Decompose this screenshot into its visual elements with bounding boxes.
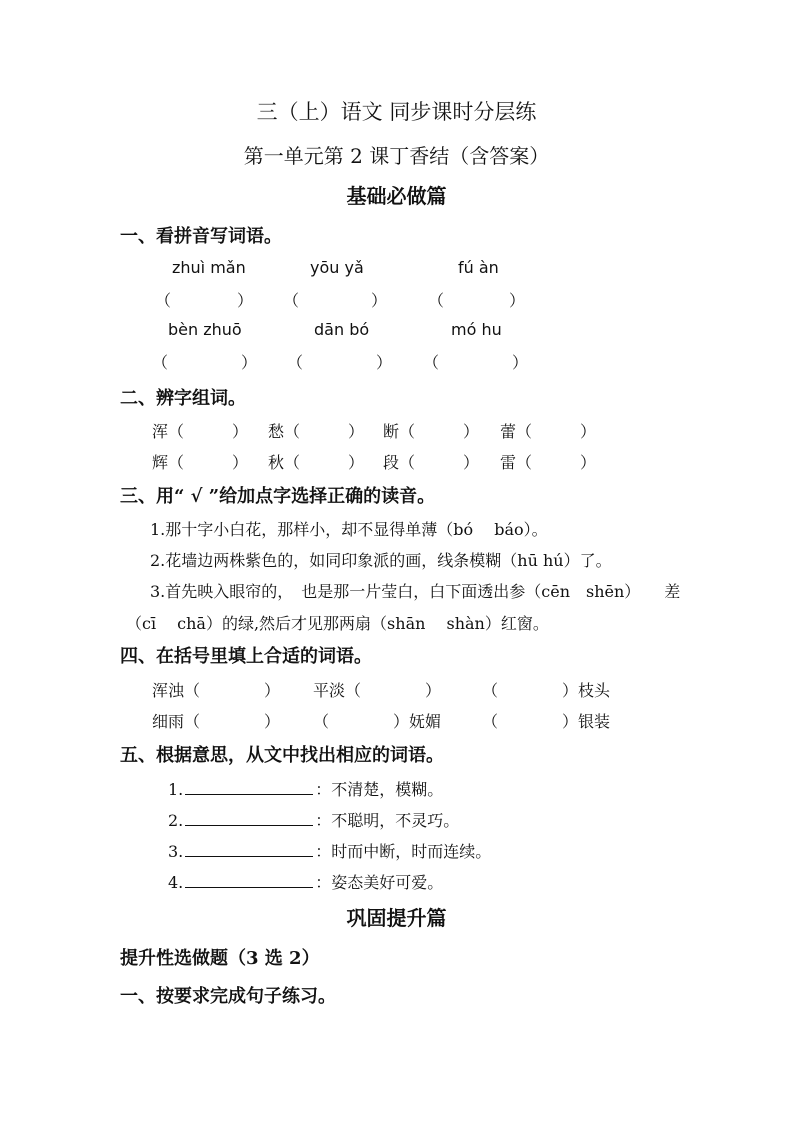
section-title-basic: 基础必做篇 xyxy=(346,184,447,208)
item-number: 4. xyxy=(168,873,184,892)
section-title-advanced: 巩固提升篇 xyxy=(346,906,447,930)
pinyin-3: fú àn xyxy=(458,258,499,277)
item-meaning: ：不清楚，模糊。 xyxy=(315,780,444,799)
answer-paren-open: （ xyxy=(152,353,169,372)
item-meaning: ：不聪明，不灵巧。 xyxy=(315,811,460,830)
question-3-item-2: 2.花墙边两株紫色的，如同印象派的画，线条模糊（hū hú）了。 xyxy=(150,551,612,570)
question-3-item-3-continued: （cī chā）的绿,然后才见那两扇（shān shàn）红窗。 xyxy=(126,614,549,633)
char-group-row: 段（ ） xyxy=(383,453,480,472)
page-subtitle: 第一单元第 2 课丁香结（含答案） xyxy=(243,144,550,168)
char-item: 蕾 xyxy=(500,422,517,441)
answer-paren-close: ） xyxy=(241,353,258,372)
question-4-heading: 四、在括号里填上合适的词语。 xyxy=(120,646,372,667)
answer-blank xyxy=(185,811,313,826)
meaning-item xyxy=(168,870,443,893)
question-3-heading: 三、用“ √ ”给加点字选择正确的读音。 xyxy=(120,486,436,507)
fill-in-item: （ ）枝头 xyxy=(482,681,611,700)
advanced-choose-note: 提升性选做题（3 选 2） xyxy=(120,948,320,969)
question-3-item-3: 3.首先映入眼帘的， 也是那一片莹白，白下面透出参（cēn shēn） 差 xyxy=(150,582,681,601)
answer-paren-close: ） xyxy=(509,291,526,310)
pinyin-2: yōu yǎ xyxy=(310,258,364,277)
answer-paren-open: （ xyxy=(428,291,445,310)
advanced-question-1-heading: 一、按要求完成句子练习。 xyxy=(120,986,336,1007)
question-3-item-1: 1.那十字小白花，那样小，却不显得单薄（bó báo）。 xyxy=(150,520,548,539)
answer-paren-close: ） xyxy=(376,353,393,372)
question-1-heading: 一、看拼音写词语。 xyxy=(120,226,282,247)
answer-paren-open: （ xyxy=(287,353,304,372)
answer-paren-close: ） xyxy=(512,353,529,372)
pinyin-1: zhuì mǎn xyxy=(172,258,246,277)
char-group-row: 雷（ ） xyxy=(500,453,597,472)
meaning-item xyxy=(168,777,443,800)
char-item: 雷 xyxy=(500,453,517,472)
fill-in-item: 浑浊（ ） xyxy=(152,681,281,700)
item-number: 3. xyxy=(168,842,184,861)
question-5-heading: 五、根据意思，从文中找出相应的词语。 xyxy=(120,745,444,766)
answer-paren-close: ） xyxy=(237,291,254,310)
fill-in-item: （ ）银装 xyxy=(482,712,611,731)
fill-in-item: 细雨（ ） xyxy=(152,712,281,731)
answer-paren-open: （ xyxy=(155,291,172,310)
char-group-row: 辉（ ） xyxy=(152,453,249,472)
item-meaning: ：姿态美好可爱。 xyxy=(315,873,444,892)
char-group-row: 秋（ ） xyxy=(268,453,365,472)
fill-in-item: 平淡（ ） xyxy=(313,681,442,700)
char-item: 断 xyxy=(383,422,400,441)
char-item: 秋 xyxy=(268,453,285,472)
pinyin-4: bèn zhuō xyxy=(168,320,242,339)
item-meaning: ：时而中断，时而连续。 xyxy=(315,842,492,861)
char-item: 愁 xyxy=(268,422,285,441)
char-group-row: 浑（ ） xyxy=(152,422,249,441)
char-group-row: 断（ ） xyxy=(383,422,480,441)
meaning-item xyxy=(168,839,491,862)
answer-blank xyxy=(185,780,313,795)
answer-paren-open: （ xyxy=(283,291,300,310)
question-2-heading: 二、辨字组词。 xyxy=(120,388,246,409)
char-item: 辉 xyxy=(152,453,169,472)
answer-blank xyxy=(185,842,313,857)
answer-blank xyxy=(185,873,313,888)
fill-in-item: （ ）妩媚 xyxy=(313,712,442,731)
answer-paren-close: ） xyxy=(371,291,388,310)
page-title: 三（上）语文 同步课时分层练 xyxy=(256,100,537,124)
pinyin-5: dān bó xyxy=(314,320,370,339)
answer-paren-open: （ xyxy=(423,353,440,372)
char-item: 段 xyxy=(383,453,400,472)
char-item: 浑 xyxy=(152,422,169,441)
item-number: 2. xyxy=(168,811,184,830)
item-number: 1. xyxy=(168,780,184,799)
meaning-item xyxy=(168,808,459,831)
char-group-row: 蕾（ ） xyxy=(500,422,597,441)
char-group-row: 愁（ ） xyxy=(268,422,365,441)
pinyin-6: mó hu xyxy=(451,320,502,339)
